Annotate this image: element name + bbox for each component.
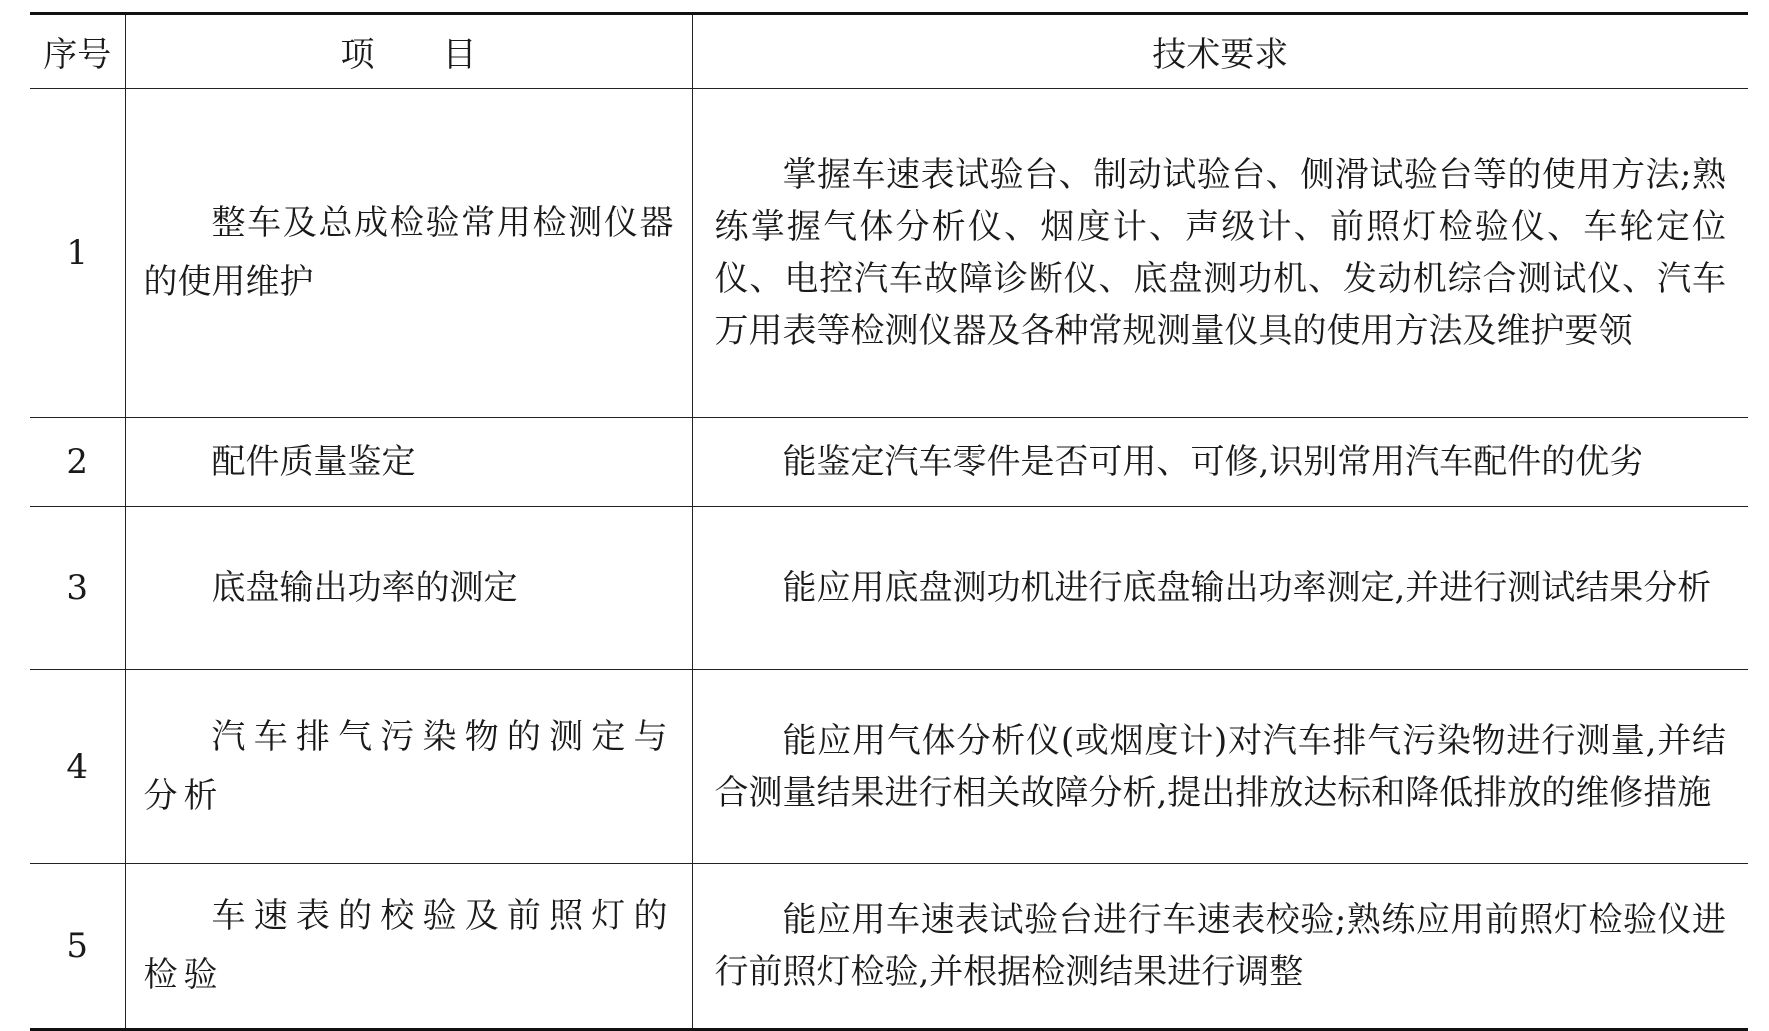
table-row bbox=[30, 670, 1748, 864]
row-item: 车速表的校验及前照灯的检验 bbox=[125, 864, 692, 1030]
row-serial-number: 5 bbox=[30, 864, 125, 1030]
row-serial-number: 2 bbox=[30, 418, 125, 507]
table-row bbox=[30, 864, 1748, 1030]
technical-requirements-table-container bbox=[30, 12, 1748, 1031]
row-requirement: 能应用气体分析仪(或烟度计)对汽车排气污染物进行测量,并结合测量结果进行相关故障分析,提出排放达标和降低排放的维修措施 bbox=[692, 670, 1748, 864]
table-header-row bbox=[30, 14, 1748, 89]
row-requirement: 能应用车速表试验台进行车速表校验;熟练应用前照灯检验仪进行前照灯检验,并根据检测结果进行调整 bbox=[692, 864, 1748, 1030]
row-item: 汽车排气污染物的测定与分析 bbox=[125, 670, 692, 864]
row-item: 整车及总成检验常用检测仪器的使用维护 bbox=[125, 89, 692, 418]
table-row bbox=[30, 418, 1748, 507]
header-serial-number: 序号 bbox=[30, 14, 125, 89]
row-requirement: 能鉴定汽车零件是否可用、可修,识别常用汽车配件的优劣 bbox=[692, 418, 1748, 507]
table-row bbox=[30, 89, 1748, 418]
row-serial-number: 4 bbox=[30, 670, 125, 864]
row-serial-number: 3 bbox=[30, 507, 125, 670]
header-item: 项 目 bbox=[125, 14, 692, 89]
table-row bbox=[30, 507, 1748, 670]
row-item: 底盘输出功率的测定 bbox=[125, 507, 692, 670]
technical-requirements-table bbox=[30, 12, 1748, 1031]
row-requirement: 能应用底盘测功机进行底盘输出功率测定,并进行测试结果分析 bbox=[692, 507, 1748, 670]
row-serial-number: 1 bbox=[30, 89, 125, 418]
row-item: 配件质量鉴定 bbox=[125, 418, 692, 507]
row-requirement: 掌握车速表试验台、制动试验台、侧滑试验台等的使用方法;熟练掌握气体分析仪、烟度计、声级计、前照灯检验仪、车轮定位仪、电控汽车故障诊断仪、底盘测功机、发动机综合测试仪、汽车万用表等检测仪器及各种常规测量仪具的使用方法及维护要领 bbox=[692, 89, 1748, 418]
header-technical-requirement: 技术要求 bbox=[692, 14, 1748, 89]
